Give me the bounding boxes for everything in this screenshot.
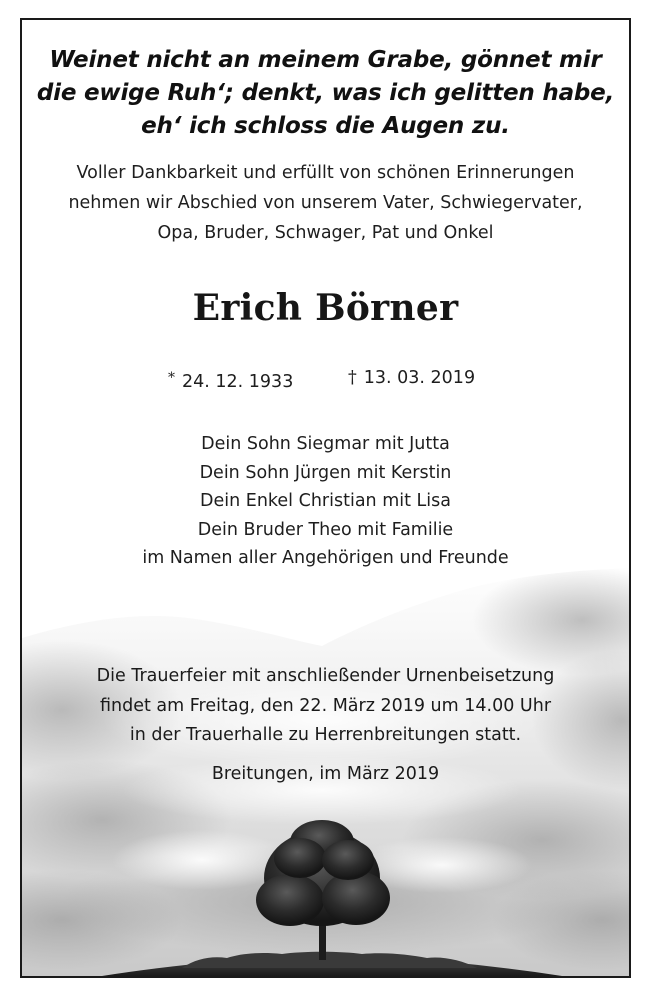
birth-date: 24. 12. 1933	[182, 372, 294, 392]
deceased-name: Erich Börner	[192, 287, 459, 329]
ceremony-line: Die Trauerfeier mit anschließender Urnenbeisetzung	[96, 666, 555, 686]
life-dates	[22, 364, 629, 392]
family-line: Dein Enkel Christian mit Lisa	[200, 491, 451, 511]
motto-line: eh‘ ich schloss die Augen zu.	[141, 113, 510, 139]
intro-line: nehmen wir Abschied von unserem Vater, Schwiegervater,	[68, 193, 583, 213]
motto-verse	[22, 44, 629, 143]
ceremony-line: findet am Freitag, den 22. März 2019 um 14.00 Uhr	[99, 695, 552, 716]
place-and-date: Breitungen, im März 2019	[211, 764, 440, 784]
family-line: Dein Sohn Siegmar mit Jutta	[201, 434, 450, 454]
obituary-frame	[20, 18, 631, 978]
birth-date-group	[168, 364, 293, 396]
ceremony-notice	[22, 662, 629, 751]
motto-line: die ewige Ruh‘; denkt, was ich gelitten habe,	[36, 80, 615, 106]
intro-text	[22, 158, 629, 248]
motto-line: Weinet nicht an meinem Grabe, gönnet mir	[49, 47, 602, 73]
family-line: Dein Sohn Jürgen mit Kerstin	[199, 462, 452, 483]
death-date: 13. 03. 2019	[363, 368, 476, 388]
death-cross-icon: †	[348, 368, 357, 388]
family-line: Dein Bruder Theo mit Familie	[197, 519, 454, 540]
ceremony-line: in der Trauerhalle zu Herrenbreitungen statt.	[129, 725, 522, 745]
intro-line: Voller Dankbarkeit und erfüllt von schönen Erinnerungen	[76, 163, 575, 183]
family-line: im Namen aller Angehörigen und Freunde	[142, 548, 509, 568]
intro-line: Opa, Bruder, Schwager, Pat und Onkel	[157, 223, 494, 243]
family-signatures	[22, 430, 629, 573]
death-date-group	[348, 364, 475, 392]
birth-star-icon: *	[168, 370, 175, 386]
